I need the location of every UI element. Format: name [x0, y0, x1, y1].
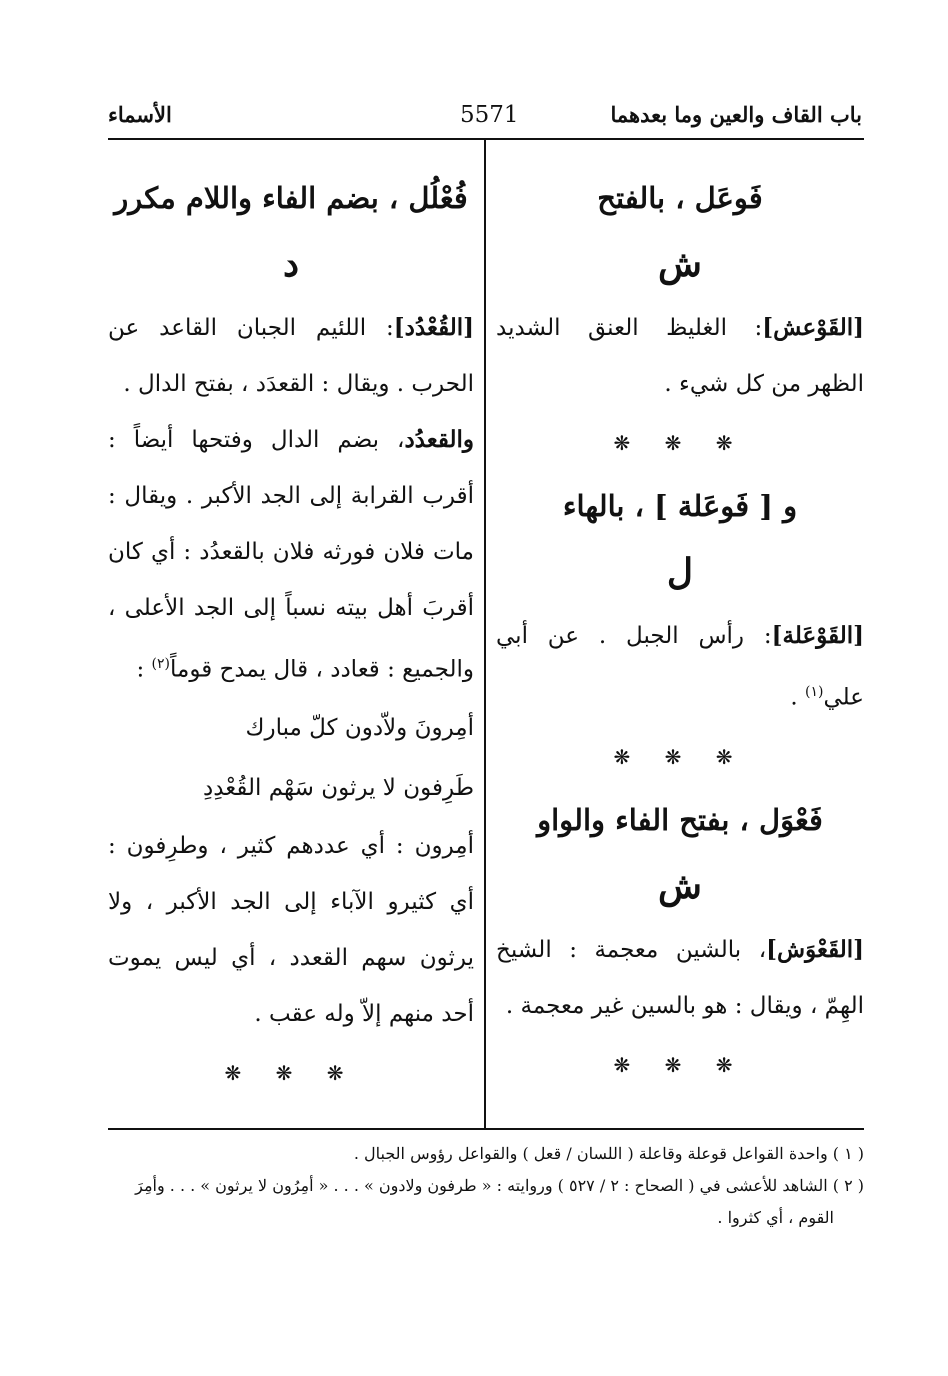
root-letter: د — [282, 243, 300, 285]
root-letter: ش — [658, 243, 702, 285]
footnote-rule — [108, 1128, 864, 1130]
entry-paragraph — [496, 608, 864, 726]
headword: [القَوْعَلة] — [771, 622, 864, 649]
footnote-ref: (١) — [805, 684, 824, 700]
entry-paragraph — [496, 300, 864, 412]
page-number: 5571 — [460, 102, 519, 128]
headword: [القَوْعش] — [762, 314, 864, 341]
separator-stars: ❋ ❋ ❋ — [613, 431, 747, 455]
definition: : الغليظ العنق الشديد الظهر من كل شيء . — [496, 315, 864, 397]
separator-stars: ❋ ❋ ❋ — [224, 1060, 358, 1085]
definition: ، بالشين معجمة : الشيخ الهِمّ ، ويقال : هو بالسين غير معجمة . — [496, 936, 864, 1019]
left-column — [108, 160, 474, 1104]
definition: ، بضم الدال وفتحها أيضاً : أقرب القرابة إلى الجد الأكبر . ويقال : مات فلان فورثه فلان بالقعدُد : أي كان أقربَ أهل بيته نسباً إلى الجد الأعلى ، والجميع : قعادد ، قال يمدح قوماً — [108, 427, 474, 683]
separator-stars: ❋ ❋ ❋ — [613, 1052, 747, 1077]
footnote-1: ( ١ ) واحدة القواعل قوعلة وقاعلة ( اللسان / قعل ) والقواعل رؤوس الجبال . — [353, 1144, 864, 1163]
root-letter: ش — [658, 864, 702, 907]
footnote-2: ( ٢ ) الشاهد للأعشى في ( الصحاح : ٢ / ٥٢٧ ) وروايته : « طرفون ولادون » . . . « أمِرُون لا يرثون » . . . وأمِرَ — [135, 1176, 864, 1195]
footnotes — [108, 1138, 864, 1234]
footnote-ref: (٢) — [151, 656, 170, 672]
entry-paragraph — [108, 412, 474, 698]
definition: : اللئيم الجبان القاعد عن الحرب . ويقال : القعدَد ، بفتح الدال . — [108, 315, 474, 397]
chapter-title: باب القاف والعين وما بعدهما — [610, 102, 862, 127]
verse-line: طَرِفون لا يرثون سَهْم القُعْدِدِ — [202, 774, 474, 801]
header-rule — [108, 138, 864, 140]
verse-line: أمِرونَ ولاّدون كلّ مبارك — [245, 714, 474, 741]
page-header — [108, 96, 862, 136]
section-heading: فَعْوَل ، بفتح الفاء والواو — [537, 802, 823, 837]
section-label: الأسماء — [108, 102, 172, 127]
headword: والقعدُد — [404, 426, 474, 453]
section-heading: و [ فَوعَلة ] ، بالهاء — [562, 489, 798, 523]
section-heading: فَوعَل ، بالفتح — [597, 181, 763, 215]
footnote-2-continued: القوم ، أي كثروا . — [717, 1208, 834, 1227]
punctuation: : — [136, 656, 152, 683]
entry-paragraph — [108, 300, 474, 412]
column-divider — [484, 140, 486, 1128]
definition: : رأس الجبل . عن أبي علي — [496, 623, 864, 711]
entry-paragraph — [496, 922, 864, 1034]
headword: [القُعْدُد] — [393, 314, 474, 341]
root-letter: ل — [666, 551, 694, 593]
entry-paragraph: أمِرون : أي عددهم كثير ، وطرِفون : أي كثيرو الآباء إلى الجد الأكبر ، ولا يرثون سهم القعدد ، أي ليس يموت أحد منهم إلاّ وله عقب . — [108, 832, 474, 1027]
headword: [القَعْوَش] — [766, 935, 864, 963]
section-heading: فُعْلُل ، بضم الفاء واللام مكرر — [114, 181, 468, 215]
right-column — [496, 160, 864, 1096]
punctuation: . — [790, 684, 806, 711]
separator-stars: ❋ ❋ ❋ — [613, 744, 747, 769]
